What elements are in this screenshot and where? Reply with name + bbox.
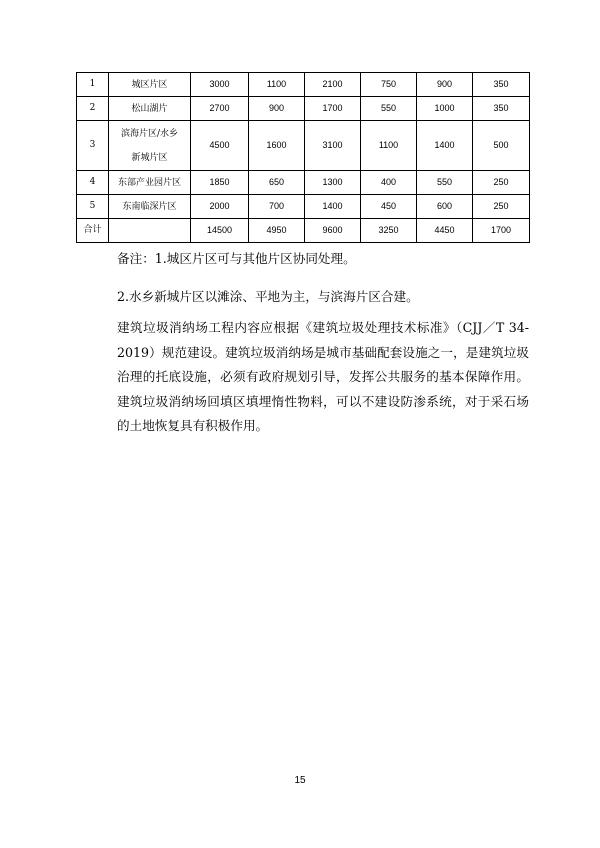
- value-cell: 4500: [191, 121, 249, 171]
- row-index: 1: [77, 73, 109, 97]
- area-name: 城区片区: [109, 73, 191, 97]
- total-value: 4450: [417, 219, 473, 243]
- value-cell: 1300: [305, 171, 361, 195]
- value-cell: 1400: [417, 121, 473, 171]
- table-row: [77, 171, 530, 195]
- value-cell: 400: [361, 171, 417, 195]
- value-cell: 900: [249, 97, 305, 121]
- table-row: [77, 121, 530, 171]
- value-cell: 350: [473, 97, 530, 121]
- value-cell: 700: [249, 195, 305, 219]
- total-value: 14500: [191, 219, 249, 243]
- total-value: 3250: [361, 219, 417, 243]
- area-name: 滨海片区/水乡新城片区: [109, 121, 191, 171]
- page-number: 15: [294, 775, 306, 786]
- total-label: 合计: [77, 219, 109, 243]
- value-cell: 1000: [417, 97, 473, 121]
- area-name: [109, 219, 191, 243]
- area-name: 东部产业园片区: [109, 171, 191, 195]
- row-index: 3: [77, 121, 109, 171]
- value-cell: 650: [249, 171, 305, 195]
- value-cell: 1700: [305, 97, 361, 121]
- value-cell: 250: [473, 171, 530, 195]
- note-2: 2.水乡新城片区以滩涂、平地为主，与滨海片区合建。: [117, 289, 419, 304]
- value-cell: 1400: [305, 195, 361, 219]
- value-cell: 1100: [249, 73, 305, 97]
- value-cell: 900: [417, 73, 473, 97]
- value-cell: 2100: [305, 73, 361, 97]
- value-cell: 1600: [249, 121, 305, 171]
- value-cell: 3100: [305, 121, 361, 171]
- table-total-row: [77, 219, 530, 243]
- row-index: 2: [77, 97, 109, 121]
- total-value: 4950: [249, 219, 305, 243]
- value-cell: 550: [361, 97, 417, 121]
- value-cell: 2700: [191, 97, 249, 121]
- value-cell: 1850: [191, 171, 249, 195]
- area-name: 东南临深片区: [109, 195, 191, 219]
- row-index: 5: [77, 195, 109, 219]
- table-row: [77, 73, 530, 97]
- value-cell: 250: [473, 195, 530, 219]
- value-cell: 450: [361, 195, 417, 219]
- row-index: 4: [77, 171, 109, 195]
- value-cell: 550: [417, 171, 473, 195]
- table-row: [77, 195, 530, 219]
- value-cell: 350: [473, 73, 530, 97]
- table-row: [77, 97, 530, 121]
- value-cell: 500: [473, 121, 530, 171]
- body-paragraph: 建筑垃圾消纳场工程内容应根据《建筑垃圾处理技术标准》（CJJ／T 34-2019）规范建设。建筑垃圾消纳场是城市基础配套设施之一，是建筑垃圾治理的托底设施，必须有政府规划引导，发挥公共服务的基本保障作用。建筑垃圾消纳场回填区填埋惰性物料，可以不建设防渗系统，对于采石场的土地恢复具有积极作用。: [117, 320, 529, 433]
- value-cell: 600: [417, 195, 473, 219]
- note-1: 备注：1.城区片区可与其他片区协同处理。: [117, 251, 356, 266]
- value-cell: 750: [361, 73, 417, 97]
- value-cell: 1100: [361, 121, 417, 171]
- value-cell: 2000: [191, 195, 249, 219]
- total-value: 9600: [305, 219, 361, 243]
- capacity-table: [76, 72, 530, 243]
- value-cell: 3000: [191, 73, 249, 97]
- total-value: 1700: [473, 219, 530, 243]
- area-name: 松山湖片: [109, 97, 191, 121]
